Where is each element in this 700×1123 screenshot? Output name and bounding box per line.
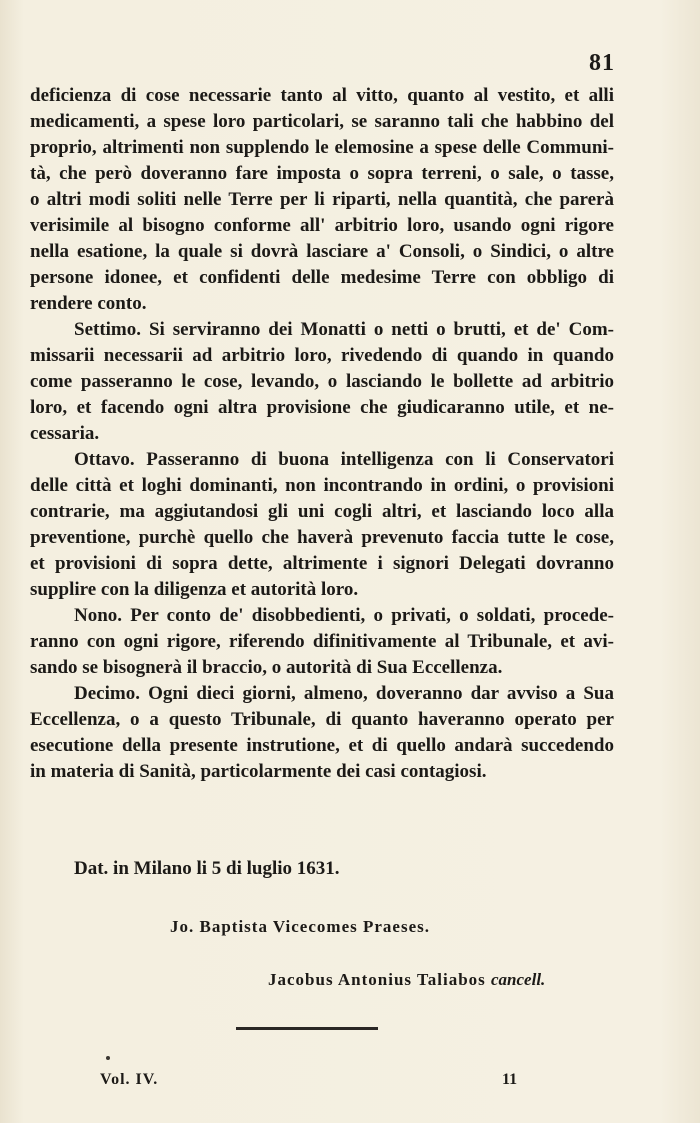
dateline: Dat. in Milano li 5 di luglio 1631. — [74, 858, 340, 879]
text-line: sando se bisognerà il braccio, o autorità di Sua Eccellenza. — [30, 657, 503, 678]
text-line: et provisioni di sopra dette, altrimente i signori Delegati dovranno — [30, 553, 614, 574]
text-line: deficienza di cose necessarie tanto al vitto, quanto al vestito, et alli — [30, 85, 614, 106]
horizontal-rule — [236, 1027, 378, 1030]
text-line: ranno con ogni rigore, riferendo difinitivamente al Tribunale, et avi- — [30, 631, 614, 652]
text-line: persone idonee, et confidenti delle medesime Terre con obbligo di — [30, 267, 614, 288]
text-line: preventione, purchè quello che haverà prevenuto faccia tutte le cose, — [30, 527, 614, 548]
text-line: missarii necessarii ad arbitrio loro, rivedendo di quando in quando — [30, 345, 614, 366]
ink-speck — [106, 1056, 110, 1060]
text-line: verisimile al bisogno conforme all' arbitrio loro, usando ogni rigore — [30, 215, 614, 236]
text-line: Ottavo. Passeranno di buona intelligenza con li Conservatori — [74, 449, 614, 470]
text-line: rendere conto. — [30, 293, 147, 314]
volume-signature: Vol. IV. — [100, 1071, 159, 1088]
signature-chancellor-name: Jacobus Antonius Taliabos — [268, 970, 486, 989]
text-line: contrarie, ma aggiutandosi gli uni cogli altri, et lasciando loco alla — [30, 501, 614, 522]
text-line: Settimo. Si serviranno dei Monatti o netti o brutti, et de' Com- — [74, 319, 614, 340]
text-line: cessaria. — [30, 423, 100, 444]
signature-chancellor — [268, 970, 545, 990]
text-line: supplire con la diligenza et autorità loro. — [30, 579, 359, 600]
text-line: esecutione della presente instrutione, et di quello andarà succedendo — [30, 735, 614, 756]
gathering-number: 11 — [502, 1071, 518, 1088]
page-number: 81 — [589, 50, 615, 76]
text-line: in materia di Sanità, particolarmente dei casi contagiosi. — [30, 761, 487, 782]
text-line: proprio, altrimenti non supplendo le elemosine a spese delle Communi- — [30, 137, 614, 158]
text-line: loro, et facendo ogni altra provisione che giudicaranno utile, et ne- — [30, 397, 614, 418]
text-line: Decimo. Ogni dieci giorni, almeno, doveranno dar avviso a Sua — [74, 683, 614, 704]
text-line: Nono. Per conto de' disobbedienti, o privati, o soldati, procede- — [74, 605, 614, 626]
text-line: o altri modi soliti nelle Terre per li riparti, nella quantità, che parerà — [30, 189, 614, 210]
text-line: nella esatione, la quale si dovrà lasciare a' Consoli, o Sindici, o altre — [30, 241, 614, 262]
text-line: come passeranno le cose, levando, o lasciando le bollette ad arbitrio — [30, 371, 614, 392]
signature-chancellor-title: cancell. — [491, 970, 546, 989]
body-text — [30, 83, 614, 785]
signature-president: Jo. Baptista Vicecomes Praeses. — [170, 917, 430, 936]
text-line: tà, che però doveranno fare imposta o sopra terreni, o sale, o tasse, — [30, 163, 614, 184]
text-line: delle città et loghi dominanti, non incontrando in ordini, o provisioni — [30, 475, 614, 496]
text-line: medicamenti, a spese loro particolari, se saranno tali che habbino del — [30, 111, 614, 132]
text-line: Eccellenza, o a questo Tribunale, di quanto haveranno operato per — [30, 709, 614, 730]
